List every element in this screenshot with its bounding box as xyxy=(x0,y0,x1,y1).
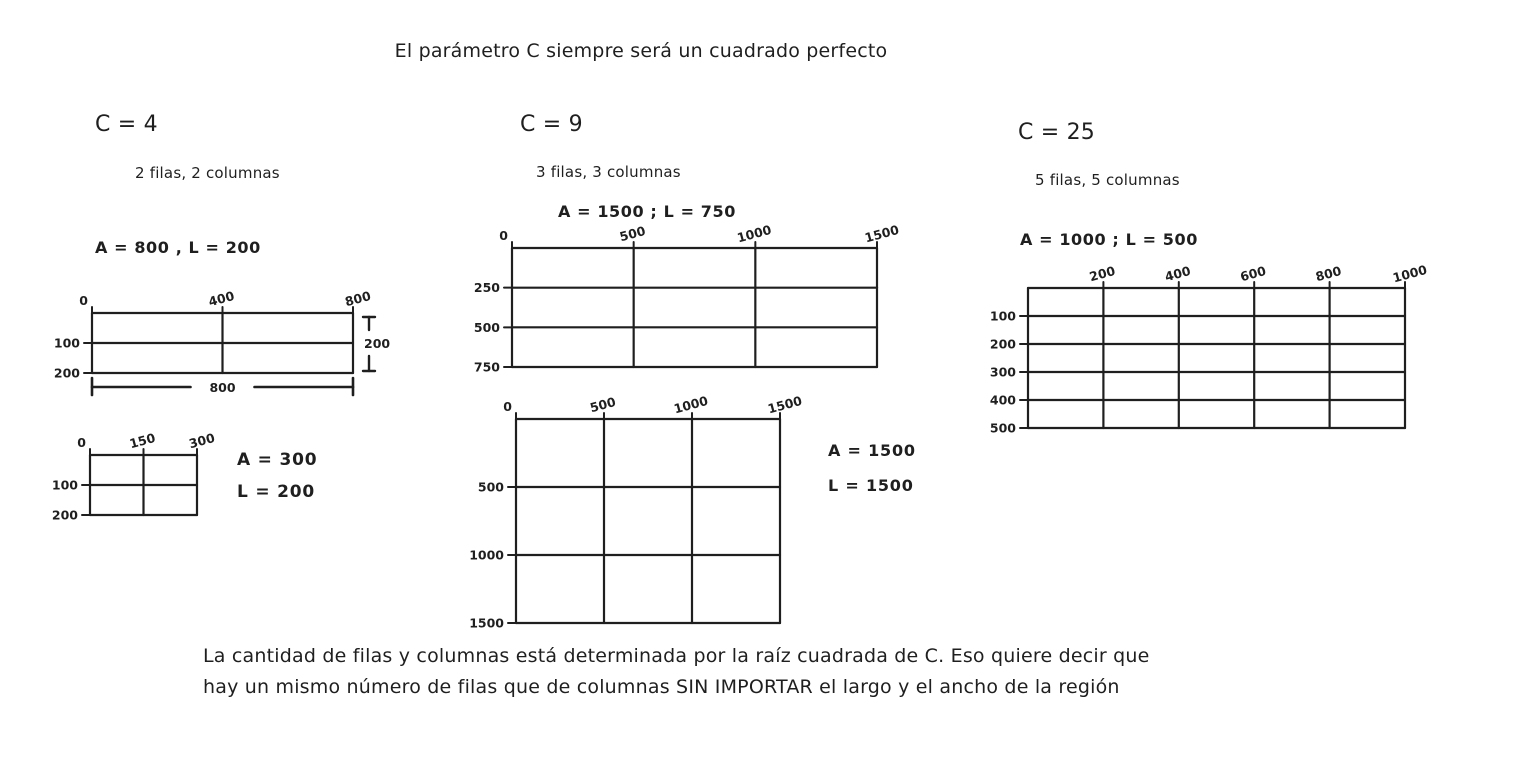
tick-label: 300 xyxy=(989,364,1016,380)
grid-c25-svg xyxy=(980,254,1469,472)
grid-c4-small xyxy=(42,421,261,559)
footer-note-line1: La cantidad de filas y columnas está determinada por la raíz cuadrada de C. Eso quiere decir que xyxy=(203,645,1150,667)
grid-c9-top-svg xyxy=(464,214,941,411)
tick-label: 0 xyxy=(499,228,508,243)
panel-c9-params: A = 1500 ; L = 750 xyxy=(558,202,736,221)
grid-c4-small-svg xyxy=(42,421,261,559)
panel-c25-params: A = 1000 ; L = 500 xyxy=(1020,230,1198,249)
panel-c25-subheading: 5 filas, 5 columnas xyxy=(1035,171,1180,189)
dim-label: 800 xyxy=(209,380,236,395)
c4-example2-area-label: A = 300 xyxy=(237,450,318,470)
grid-c25 xyxy=(980,254,1469,472)
c9-example2-length-label: L = 1500 xyxy=(828,476,914,495)
grid-c4-main-svg xyxy=(44,279,417,417)
tick-label: 1000 xyxy=(672,392,710,417)
tick-label: 1000 xyxy=(469,547,504,563)
tick-label: 300 xyxy=(187,430,217,452)
c4-example2-length-label: L = 200 xyxy=(237,482,315,502)
tick-label: 0 xyxy=(79,293,88,308)
tick-label: 500 xyxy=(588,394,618,416)
tick-label: 750 xyxy=(473,359,500,375)
panel-c25-heading: C = 25 xyxy=(1018,120,1095,145)
tick-label: 100 xyxy=(51,477,78,493)
footer-note-line2: hay un mismo número de filas que de columnas SIN IMPORTAR el largo y el ancho de la región xyxy=(203,676,1120,698)
tick-label: 1000 xyxy=(735,221,773,246)
tick-label: 400 xyxy=(989,392,1016,408)
c9-example2-area-label: A = 1500 xyxy=(828,441,916,460)
tick-label: 400 xyxy=(206,288,236,310)
panel-c4-params: A = 800 , L = 200 xyxy=(95,238,261,257)
tick-label: 500 xyxy=(989,420,1016,436)
tick-label: 500 xyxy=(617,223,648,245)
tick-label: 200 xyxy=(53,365,80,381)
page-title: El parámetro C siempre será un cuadrado perfecto xyxy=(394,40,888,62)
tick-label: 1000 xyxy=(1391,261,1429,286)
tick-label: 500 xyxy=(473,319,500,335)
tick-label: 0 xyxy=(503,399,512,414)
tick-label: 200 xyxy=(51,507,78,523)
panel-c4-heading: C = 4 xyxy=(95,112,158,137)
tick-label: 0 xyxy=(77,435,86,450)
tick-label: 150 xyxy=(127,430,157,452)
tick-label: 250 xyxy=(473,280,500,296)
panel-c9-subheading: 3 filas, 3 columnas xyxy=(536,163,681,181)
tick-label: 100 xyxy=(989,308,1016,324)
tick-label: 200 xyxy=(989,336,1016,352)
grid-c9-top xyxy=(464,214,941,411)
grid-c9-bottom xyxy=(468,385,844,667)
grid-c4-main xyxy=(44,279,417,417)
tick-label: 1500 xyxy=(863,221,901,246)
tick-label: 500 xyxy=(477,479,504,495)
tick-label: 800 xyxy=(1313,263,1343,285)
panel-c4-subheading: 2 filas, 2 columnas xyxy=(135,164,280,182)
tick-label: 800 xyxy=(343,288,373,310)
tick-label: 400 xyxy=(1163,263,1193,285)
tick-label: 600 xyxy=(1238,263,1268,285)
tick-label: 1500 xyxy=(766,392,804,417)
grid-c9-bottom-svg xyxy=(468,385,844,667)
tick-label: 100 xyxy=(53,335,80,351)
panel-c9-heading: C = 9 xyxy=(520,112,583,137)
tick-label: 200 xyxy=(1087,263,1117,285)
dim-label: 200 xyxy=(364,336,391,351)
tick-label: 1500 xyxy=(469,615,504,631)
